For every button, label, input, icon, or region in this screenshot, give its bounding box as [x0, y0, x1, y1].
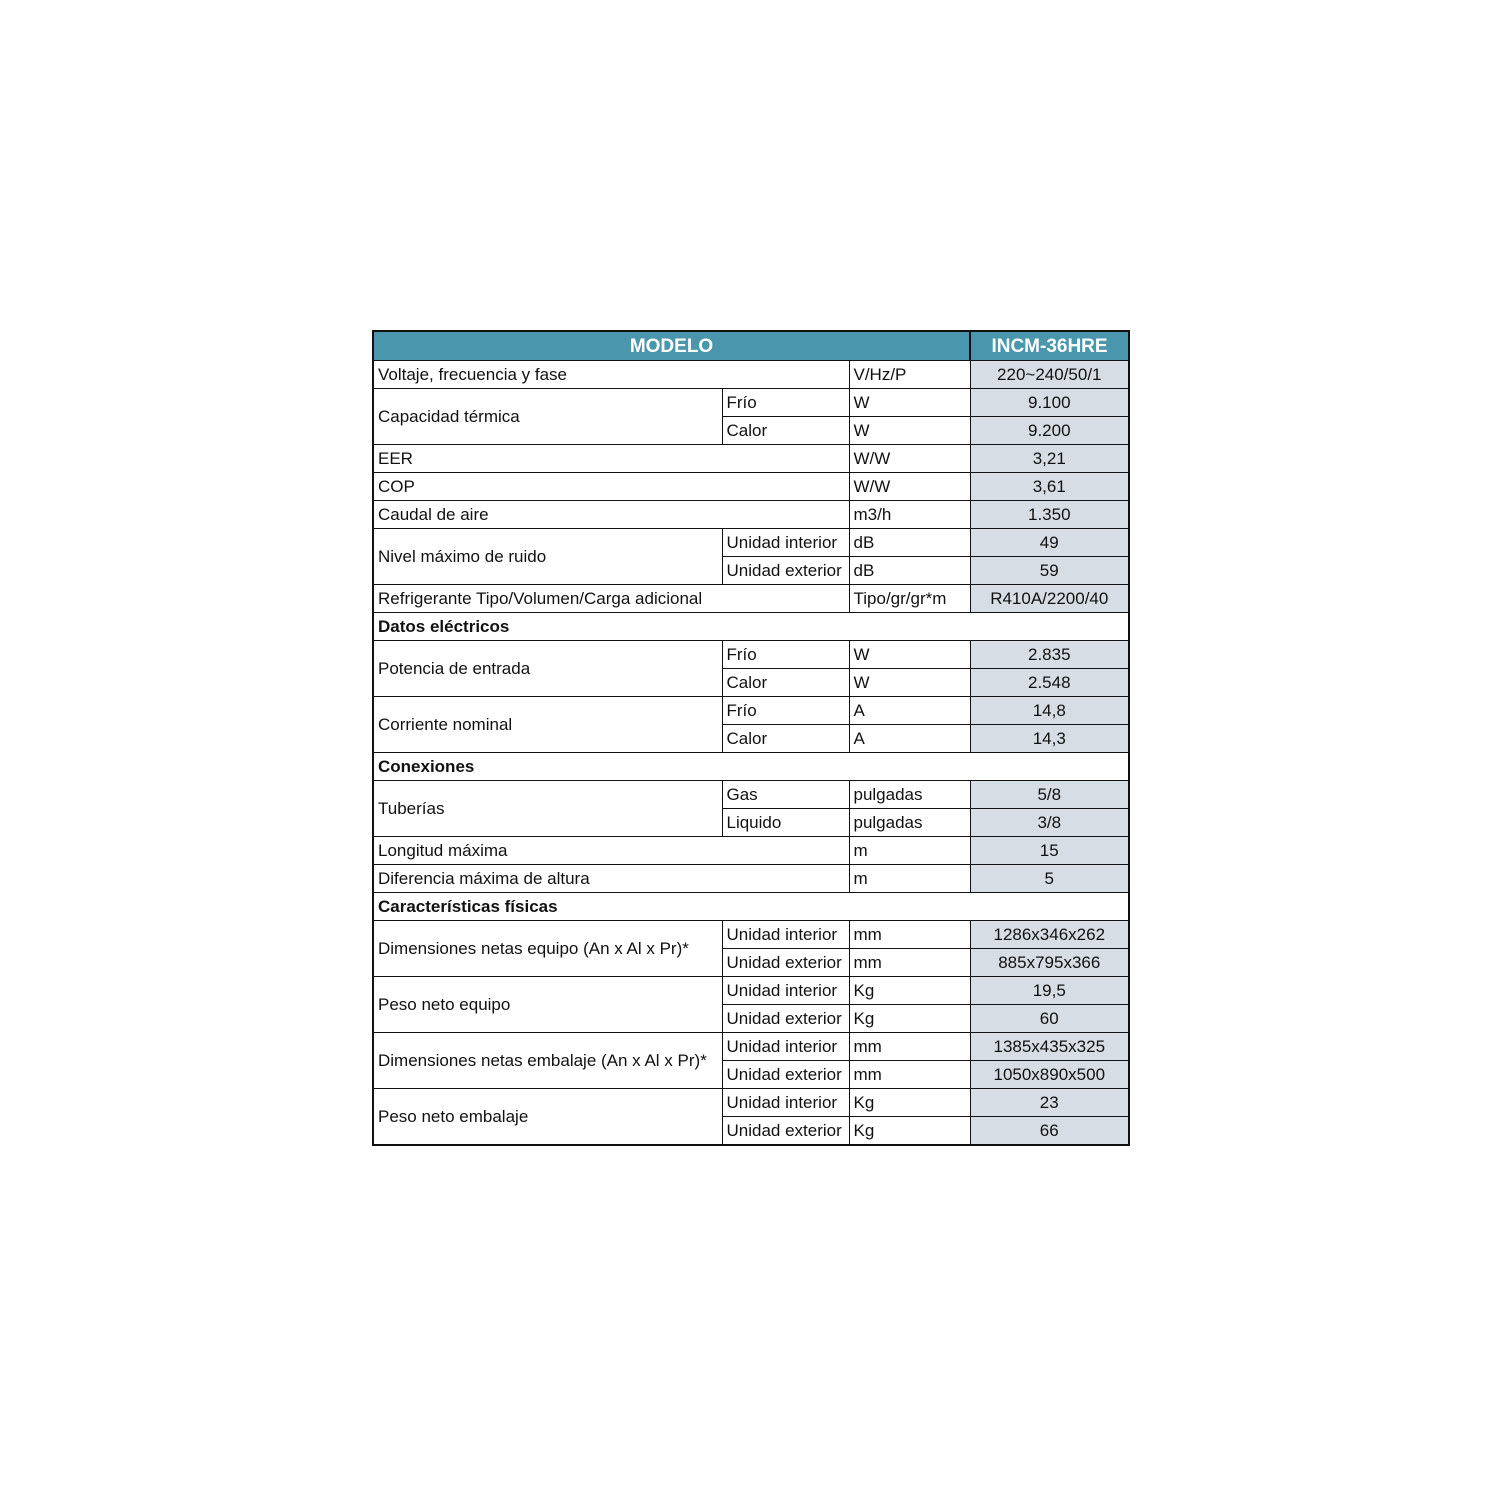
spec-value: 14,3 — [970, 725, 1129, 753]
table-row — [373, 641, 1129, 669]
spec-value: 1385x435x325 — [970, 1033, 1129, 1061]
table-row — [373, 1089, 1129, 1117]
spec-unit: Kg — [849, 1117, 970, 1146]
spec-value: 9.200 — [970, 417, 1129, 445]
spec-unit: mm — [849, 921, 970, 949]
spec-sublabel: Frío — [722, 641, 849, 669]
table-row — [373, 445, 1129, 473]
spec-value: 14,8 — [970, 697, 1129, 725]
spec-value: 3/8 — [970, 809, 1129, 837]
spec-value: 220~240/50/1 — [970, 361, 1129, 389]
spec-label: Refrigerante Tipo/Volumen/Carga adicional — [373, 585, 849, 613]
spec-value: 15 — [970, 837, 1129, 865]
section-title: Características físicas — [373, 893, 1129, 921]
section-title: Conexiones — [373, 753, 1129, 781]
header-row — [373, 331, 1129, 361]
spec-value: 1050x890x500 — [970, 1061, 1129, 1089]
table-row — [373, 781, 1129, 809]
spec-label: Voltaje, frecuencia y fase — [373, 361, 849, 389]
model-header-value: INCM-36HRE — [970, 331, 1129, 361]
table-row — [373, 921, 1129, 949]
table-row — [373, 697, 1129, 725]
spec-label: Potencia de entrada — [373, 641, 722, 697]
spec-unit: V/Hz/P — [849, 361, 970, 389]
table-row — [373, 473, 1129, 501]
table-row — [373, 865, 1129, 893]
table-row — [373, 977, 1129, 1005]
section-row — [373, 753, 1129, 781]
spec-unit: W — [849, 389, 970, 417]
spec-table — [372, 330, 1130, 1146]
spec-unit: pulgadas — [849, 809, 970, 837]
spec-label: Peso neto embalaje — [373, 1089, 722, 1146]
spec-value: 2.835 — [970, 641, 1129, 669]
table-row — [373, 361, 1129, 389]
model-header-label: MODELO — [373, 331, 970, 361]
spec-sublabel: Unidad exterior — [722, 1061, 849, 1089]
spec-label: Diferencia máxima de altura — [373, 865, 849, 893]
spec-unit: W — [849, 417, 970, 445]
spec-value: 885x795x366 — [970, 949, 1129, 977]
spec-value: 23 — [970, 1089, 1129, 1117]
spec-value: 9.100 — [970, 389, 1129, 417]
spec-sublabel: Unidad exterior — [722, 557, 849, 585]
spec-label: Nivel máximo de ruido — [373, 529, 722, 585]
spec-unit: Kg — [849, 1089, 970, 1117]
spec-sublabel: Liquido — [722, 809, 849, 837]
spec-sublabel: Unidad interior — [722, 529, 849, 557]
spec-sublabel: Unidad interior — [722, 921, 849, 949]
section-title: Datos eléctricos — [373, 613, 1129, 641]
spec-unit: dB — [849, 557, 970, 585]
spec-value: 19,5 — [970, 977, 1129, 1005]
section-row — [373, 613, 1129, 641]
spec-unit: m — [849, 865, 970, 893]
table-row — [373, 389, 1129, 417]
spec-label: EER — [373, 445, 849, 473]
spec-label: COP — [373, 473, 849, 501]
spec-value: 3,21 — [970, 445, 1129, 473]
spec-unit: pulgadas — [849, 781, 970, 809]
spec-label: Longitud máxima — [373, 837, 849, 865]
spec-sublabel: Unidad exterior — [722, 949, 849, 977]
spec-value: 60 — [970, 1005, 1129, 1033]
spec-unit: mm — [849, 1061, 970, 1089]
spec-value: 1286x346x262 — [970, 921, 1129, 949]
spec-label: Caudal de aire — [373, 501, 849, 529]
spec-unit: m — [849, 837, 970, 865]
spec-value: 1.350 — [970, 501, 1129, 529]
spec-value: 49 — [970, 529, 1129, 557]
spec-sublabel: Unidad interior — [722, 1089, 849, 1117]
spec-unit: A — [849, 697, 970, 725]
spec-unit: mm — [849, 1033, 970, 1061]
spec-body — [373, 361, 1129, 1146]
spec-sublabel: Calor — [722, 669, 849, 697]
spec-label: Dimensiones netas embalaje (An x Al x Pr)* — [373, 1033, 722, 1089]
spec-label: Peso neto equipo — [373, 977, 722, 1033]
spec-unit: Kg — [849, 1005, 970, 1033]
spec-sublabel: Unidad exterior — [722, 1005, 849, 1033]
table-row — [373, 585, 1129, 613]
spec-unit: Kg — [849, 977, 970, 1005]
spec-value: 5 — [970, 865, 1129, 893]
spec-sublabel: Unidad interior — [722, 1033, 849, 1061]
spec-unit: dB — [849, 529, 970, 557]
spec-value: 59 — [970, 557, 1129, 585]
spec-sublabel: Unidad exterior — [722, 1117, 849, 1146]
spec-label: Dimensiones netas equipo (An x Al x Pr)* — [373, 921, 722, 977]
spec-sublabel: Unidad interior — [722, 977, 849, 1005]
spec-value: R410A/2200/40 — [970, 585, 1129, 613]
table-row — [373, 501, 1129, 529]
spec-unit: W — [849, 669, 970, 697]
table-row — [373, 1033, 1129, 1061]
spec-value: 3,61 — [970, 473, 1129, 501]
spec-unit: A — [849, 725, 970, 753]
spec-value: 2.548 — [970, 669, 1129, 697]
spec-value: 66 — [970, 1117, 1129, 1146]
table-row — [373, 529, 1129, 557]
spec-unit: mm — [849, 949, 970, 977]
spec-unit: W — [849, 641, 970, 669]
spec-value: 5/8 — [970, 781, 1129, 809]
spec-label: Capacidad térmica — [373, 389, 722, 445]
spec-unit: m3/h — [849, 501, 970, 529]
spec-unit: Tipo/gr/gr*m — [849, 585, 970, 613]
spec-sublabel: Frío — [722, 697, 849, 725]
spec-unit: W/W — [849, 445, 970, 473]
spec-sublabel: Calor — [722, 725, 849, 753]
spec-sublabel: Frío — [722, 389, 849, 417]
spec-label: Corriente nominal — [373, 697, 722, 753]
spec-label: Tuberías — [373, 781, 722, 837]
section-row — [373, 893, 1129, 921]
spec-unit: W/W — [849, 473, 970, 501]
spec-sublabel: Calor — [722, 417, 849, 445]
spec-sublabel: Gas — [722, 781, 849, 809]
table-row — [373, 837, 1129, 865]
